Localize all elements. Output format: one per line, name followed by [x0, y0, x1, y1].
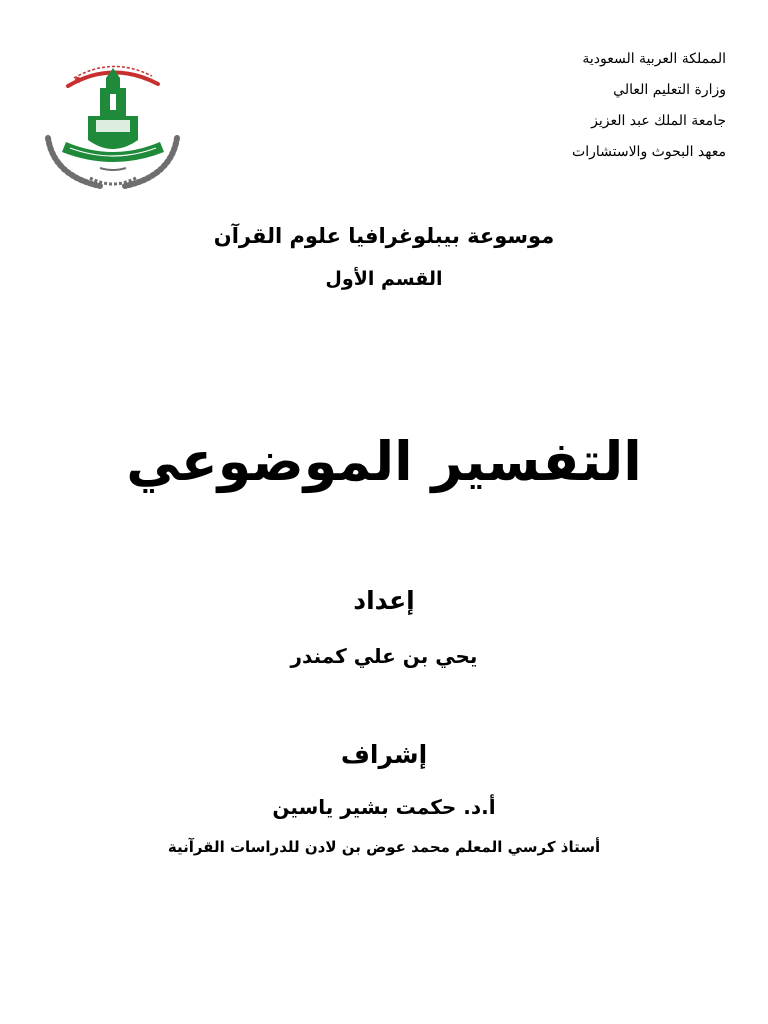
prepared-by-label: إعداد [353, 586, 415, 615]
book-title: التفسير الموضوعي [126, 430, 642, 493]
institution-line-country: المملكة العربية السعودية [582, 51, 726, 67]
institution-line-ministry: وزارة التعليم العالي [613, 82, 726, 98]
encyclopedia-title: موسوعة بيبلوغرافيا علوم القرآن [213, 224, 555, 248]
author-name: يحي بن علي كمندر [290, 644, 478, 668]
supervision-label: إشراف [340, 740, 428, 769]
supervisor-title: أستاذ كرسي المعلم محمد عوض بن لادن للدراسات القرآنية [167, 838, 601, 856]
institution-header [466, 44, 726, 168]
encyclopedia-section: القسم الأول [325, 268, 443, 290]
university-logo-icon [40, 58, 185, 198]
institution-line-institute: معهد البحوث والاستشارات [572, 144, 726, 160]
supervisor-name: أ.د. حكمت بشير ياسين [272, 795, 496, 819]
institution-line-university: جامعة الملك عبد العزيز [591, 113, 726, 129]
